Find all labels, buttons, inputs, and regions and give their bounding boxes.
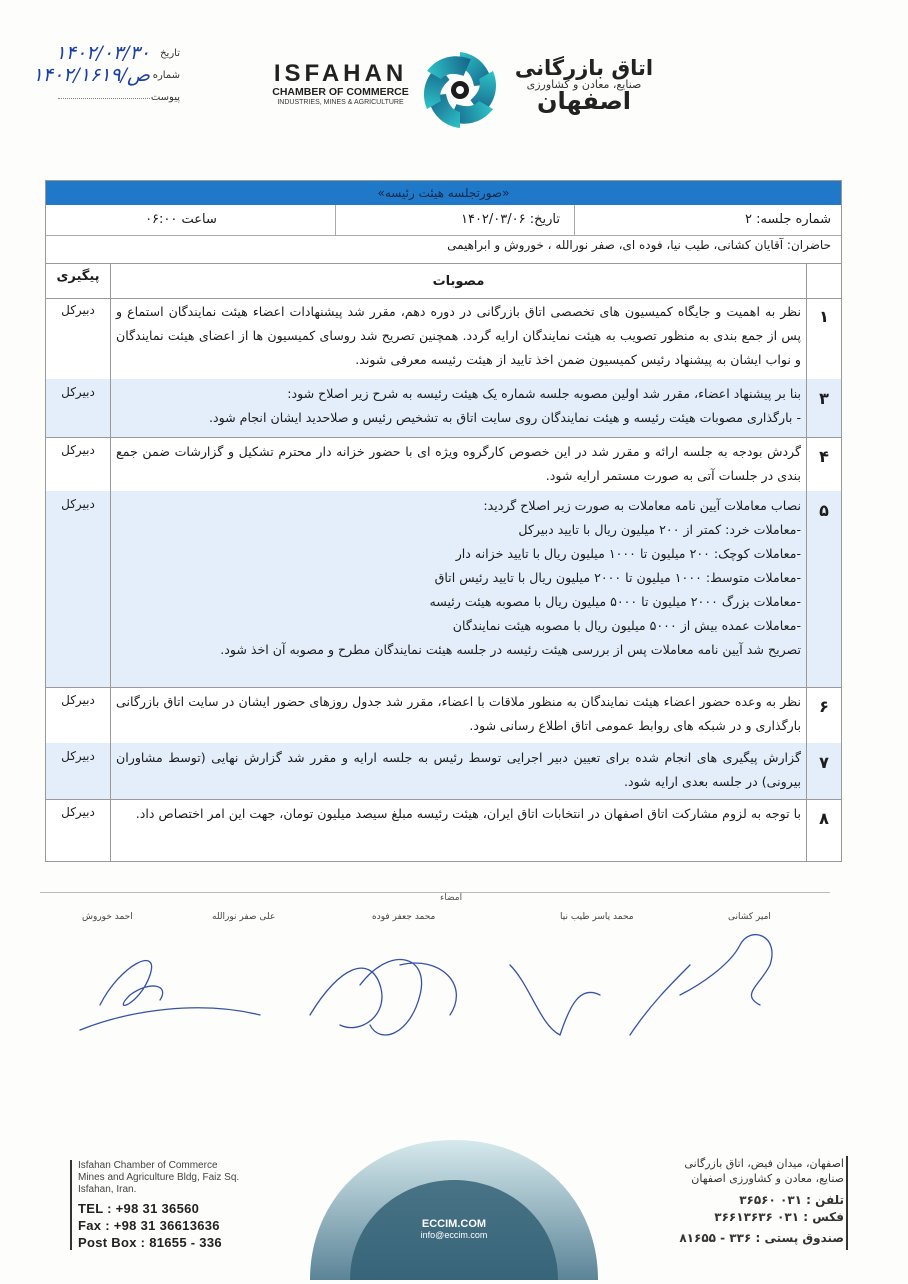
table-row: [46, 379, 841, 438]
item-number: ۶: [806, 687, 841, 743]
followup-header: پیگیری: [46, 264, 111, 298]
item-number: ۳: [806, 379, 841, 437]
footer-website: ECCIM.COM info@eccim.com: [420, 1218, 488, 1240]
number-label: شماره: [152, 70, 180, 81]
letter-meta: [32, 42, 180, 110]
table-row: [46, 437, 841, 492]
resolution-text: گردش بودجه به جلسه ارائه و مقرر شد در این خصوص کارگروه ویژه ای با حضور خزانه دار محترم تشکیل و گزارشات ضمن جمع بندی در جلسات آتی به صورت مستمر ارایه شود.: [116, 444, 801, 483]
item-number: ۸: [806, 799, 841, 861]
table-row: [46, 297, 841, 380]
item-number: ۴: [806, 437, 841, 491]
resolution-text: نصاب معاملات آیین نامه معاملات به صورت زیر اصلاح گردید: -معاملات خرد: کمتر از ۲۰۰ میلیون ریال با تایید دبیرکل -معاملات کوچک: ۲۰۰ میلیون تا ۱۰۰۰ میلیون ریال با تایید خزانه دار -معاملات متوسط: ۱۰۰۰ میلیون تا ۲۰۰۰ میلیون ریال با تایید رئیس اتاق -معاملات بزرگ ۲۰۰۰ میلیون تا ۵۰۰۰ میلیون ریال با مصوبه هیئت رئیسه -معاملات عمده بیش از ۵۰۰۰ میلیون ریال با مصوبه هیئت نمایندگان تصریح شد آیین نامه معاملات پس از بررسی هیئت رئیسه در جلسه هیئت نمایندگان مطرح و مصوبه آن اخذ شود.: [220, 498, 801, 657]
chamber-logo-icon: [414, 48, 506, 132]
footer-persian-contact: اصفهان، میدان فیض، اتاق بازرگانی صنایع، معادن و کشاورزی اصفهان تلفن : ۳۶۵۶۰ ۰۳۱ فکس : ۳۶۶۱۳۶۳۶ ۰۳۱ صندوق پستی : ۸۱۶۵۵ - ۳۳۶: [679, 1157, 844, 1245]
resolution-text: گزارش پیگیری های انجام شده برای تعیین دبیر اجرایی توسط رئیس به جلسه ارایه و مقرر شد گزارش نهایی (توسط مشاوران بیرونی) در جلسه بعدی ارایه شود.: [116, 750, 801, 789]
handwritten-number: ۱۴۰۲/ص/۱۶۱۹: [32, 64, 150, 86]
followup-cell: دبیرکل: [46, 687, 111, 743]
signatory-name: امیر کشانی: [728, 912, 771, 922]
table-row: [46, 687, 841, 744]
table-row: [46, 799, 841, 861]
logo-english: ISFAHAN CHAMBER OF COMMERCE INDUSTRIES, MINES & AGRICULTURE: [272, 60, 409, 106]
attachment-dots: [58, 98, 150, 99]
resolution-text: با توجه به لزوم مشارکت اتاق اصفهان در انتخابات اتاق ایران، هیئت رئیسه مبلغ سیصد میلیون تومان، جهت این امر اختصاص داد.: [135, 806, 801, 821]
session-time: ساعت ۰۶:۰۰: [145, 212, 217, 227]
signatory-name: احمد خوروش: [82, 912, 133, 922]
date-label: تاریخ: [160, 48, 180, 59]
signatory-name: محمد یاسر طیب نیا: [560, 912, 634, 922]
session-number: شماره جلسه: ۲: [745, 212, 831, 227]
handwritten-signatures: [40, 925, 820, 1065]
followup-cell: دبیرکل: [46, 491, 111, 687]
table-row: [46, 491, 841, 688]
table-row: [46, 743, 841, 800]
handwritten-date: ۱۴۰۲/۰۳/۳۰: [55, 42, 150, 64]
followup-cell: دبیرکل: [46, 297, 111, 379]
signatory-name: محمد جعفر فوده: [372, 912, 436, 922]
signatory-name: علی صفر نورالله: [212, 912, 276, 922]
session-date: تاریخ: ۱۴۰۲/۰۳/۰۶: [335, 205, 575, 235]
item-number: ۵: [806, 491, 841, 687]
minutes-title: «صورتجلسه هیئت رئیسه»: [46, 181, 841, 205]
session-info-row: [46, 205, 841, 236]
footer-logo-icon: [310, 1140, 598, 1280]
attendees: حاضران: آقایان کشانی، طیب نیا، فوده ای، صفر نورالله ، خوروش و ابراهیمی: [447, 238, 831, 252]
resolutions-header: مصوبات: [432, 274, 485, 289]
signature-label: امضاء: [440, 893, 463, 903]
item-number: ۷: [806, 743, 841, 799]
resolution-text: نظر به اهمیت و جایگاه کمیسیون های تخصصی اتاق بازرگانی در دوره دهم، مقرر شد پیشنهادات اعضاء هیئت نمایندگان استماع و پس از جمع بندی به منظور تصویب به هیئت نمایندگان ارایه گردد. همچنین تصریح شد روسای کمیسیون ها از اعضای هیئت نمایندگان و نواب ایشان به پیشنهاد رئیس کمیسیون ضمن اخذ تایید از هیئت رئیسه معرفی شوند.: [116, 304, 801, 367]
followup-cell: دبیرکل: [46, 437, 111, 491]
column-headers: [46, 263, 841, 299]
logo-persian: اتاق بازرگانی صنایع، معادن و کشاورزی اصفهان: [514, 56, 654, 115]
resolution-text: نظر به وعده حضور اعضاء هیئت نمایندگان به منظور ملاقات با اعضاء، مقرر شد جدول روزهای حضور ایشان در سایت اتاق بازرگانی بارگذاری و در شبکه های روابط عمومی اتاق اطلاع رسانی شود.: [116, 694, 801, 733]
followup-cell: دبیرکل: [46, 379, 111, 437]
followup-cell: دبیرکل: [46, 799, 111, 861]
footer-english-contact: Isfahan Chamber of Commerce Mines and Agriculture Bldg, Faiz Sq. Isfahan, Iran. TEL : +98 31 36560 Fax : +98 31 36613636 Post Box : 81655 - 336: [78, 1160, 240, 1250]
minutes-table: [45, 180, 842, 862]
signature-divider: [40, 892, 830, 893]
attachment-label: پیوست: [150, 92, 180, 103]
followup-cell: دبیرکل: [46, 743, 111, 799]
resolution-text: بنا بر پیشنهاد اعضاء، مقرر شد اولین مصوبه جلسه شماره یک هیئت رئیسه به شرح زیر اصلاح شود: - بارگذاری مصوبات هیئت رئیسه و هیئت نمایندگان روی سایت اتاق به تشخیص رئیس و صلاحدید ایشان انجام شود.: [209, 386, 801, 425]
item-number: ۱: [806, 297, 841, 379]
